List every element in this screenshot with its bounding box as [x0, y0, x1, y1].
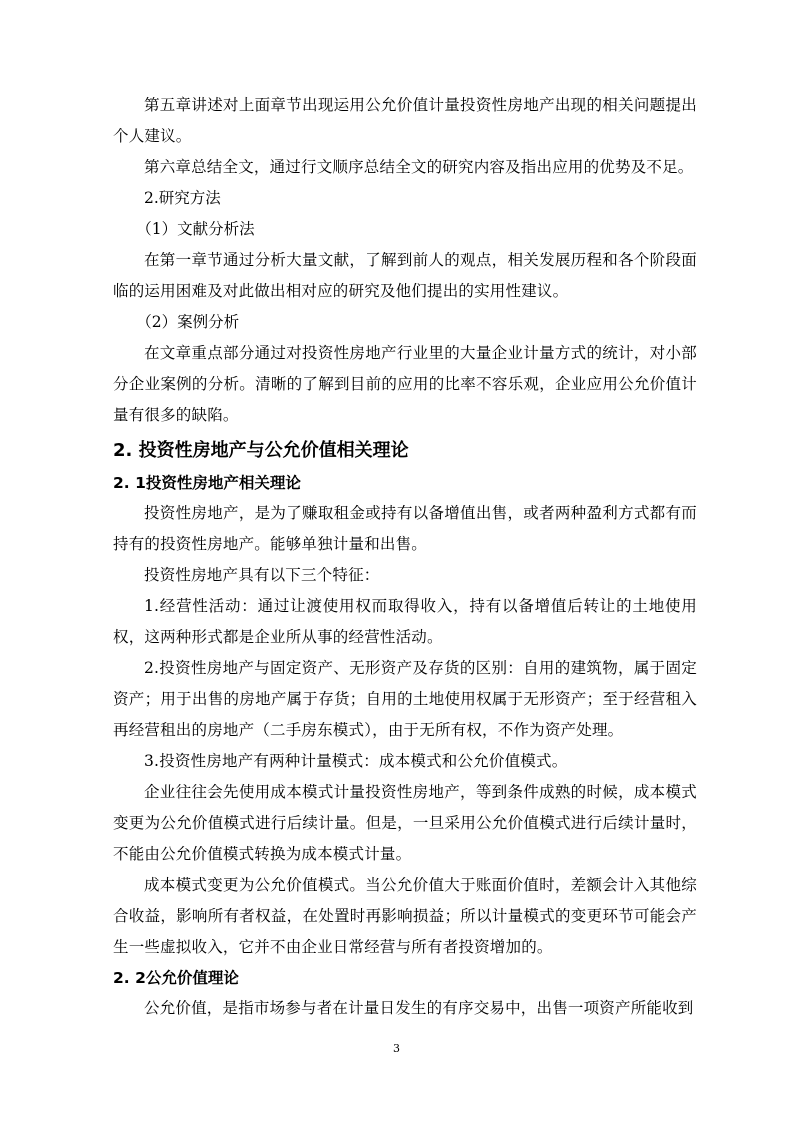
paragraph-chapter6: 第六章总结全文，通过行文顺序总结全文的研究内容及指出应用的优势及不足。	[144, 158, 694, 176]
literature-analysis-heading: （1）文献分析法	[136, 220, 255, 238]
paragraph-cost-to-fair-value: 成本模式变更为公允价值模式。当公允价值大于账面价值时，差额会计入其他综合收益，影响所有者权益，在处置时再影响损益；所以计量模式的变更环节可能会产生一些虚拟收入，它并不由企业日常经营与所有者投资增加的。	[113, 876, 697, 956]
paragraph-chapter5: 第五章讲述对上面章节出现运用公允价值计量投资性房地产出现的相关问题提出个人建议。	[113, 96, 697, 145]
paragraph-model-change: 企业往往会先使用成本模式计量投资性房地产，等到条件成熟的时候，成本模式变更为公允价值模式进行后续计量。但是，一旦采用公允价值模式进行后续计量时，不能由公允价值模式转换为成本模式计量。	[113, 783, 697, 863]
paragraph-definition: 投资性房地产，是为了赚取租金或持有以备增值出售，或者两种盈利方式都有而持有的投资性房地产。能够单独计量和出售。	[113, 504, 697, 553]
section-2-1-title: 2. 1投资性房地产相关理论	[113, 474, 301, 492]
document-page	[113, 90, 697, 1024]
paragraph-feature-1: 1.经营性活动：通过让渡使用权而取得收入，持有以备增值后转让的土地使用权，这两种形式都是企业所从事的经营性活动。	[113, 597, 697, 646]
paragraph-literature: 在第一章节通过分析大量文献，了解到前人的观点，相关发展历程和各个阶段面临的运用困难及对此做出相对应的研究及他们提出的实用性建议。	[113, 251, 697, 300]
paragraph-feature-2: 2.投资性房地产与固定资产、无形资产及存货的区别：自用的建筑物，属于固定资产；用于出售的房地产属于存货；自用的土地使用权属于无形资产；至于经营租入再经营租出的房地产（二手房东模式），由于无所有权，不作为资产处理。	[113, 659, 697, 739]
section-2-2-title: 2. 2公允价值理论	[113, 969, 239, 987]
paragraph-fair-value-definition: 公允价值，是指市场参与者在计量日发生的有序交易中，出售一项资产所能收到	[144, 999, 694, 1017]
research-method-heading: 2.研究方法	[144, 189, 221, 207]
page-number: 3	[393, 1042, 400, 1055]
paragraph-case: 在文章重点部分通过对投资性房地产行业里的大量企业计量方式的统计，对小部分企业案例的分析。清晰的了解到目前的应用的比率不容乐观，企业应用公允价值计量有很多的缺陷。	[113, 344, 697, 424]
paragraph-features-intro: 投资性房地产具有以下三个特征：	[144, 566, 380, 584]
paragraph-feature-3: 3.投资性房地产有两种计量模式：成本模式和公允价值模式。	[144, 752, 568, 770]
case-analysis-heading: （2）案例分析	[136, 313, 240, 331]
section-2-title: 2. 投资性房地产与公允价值相关理论	[113, 440, 409, 461]
